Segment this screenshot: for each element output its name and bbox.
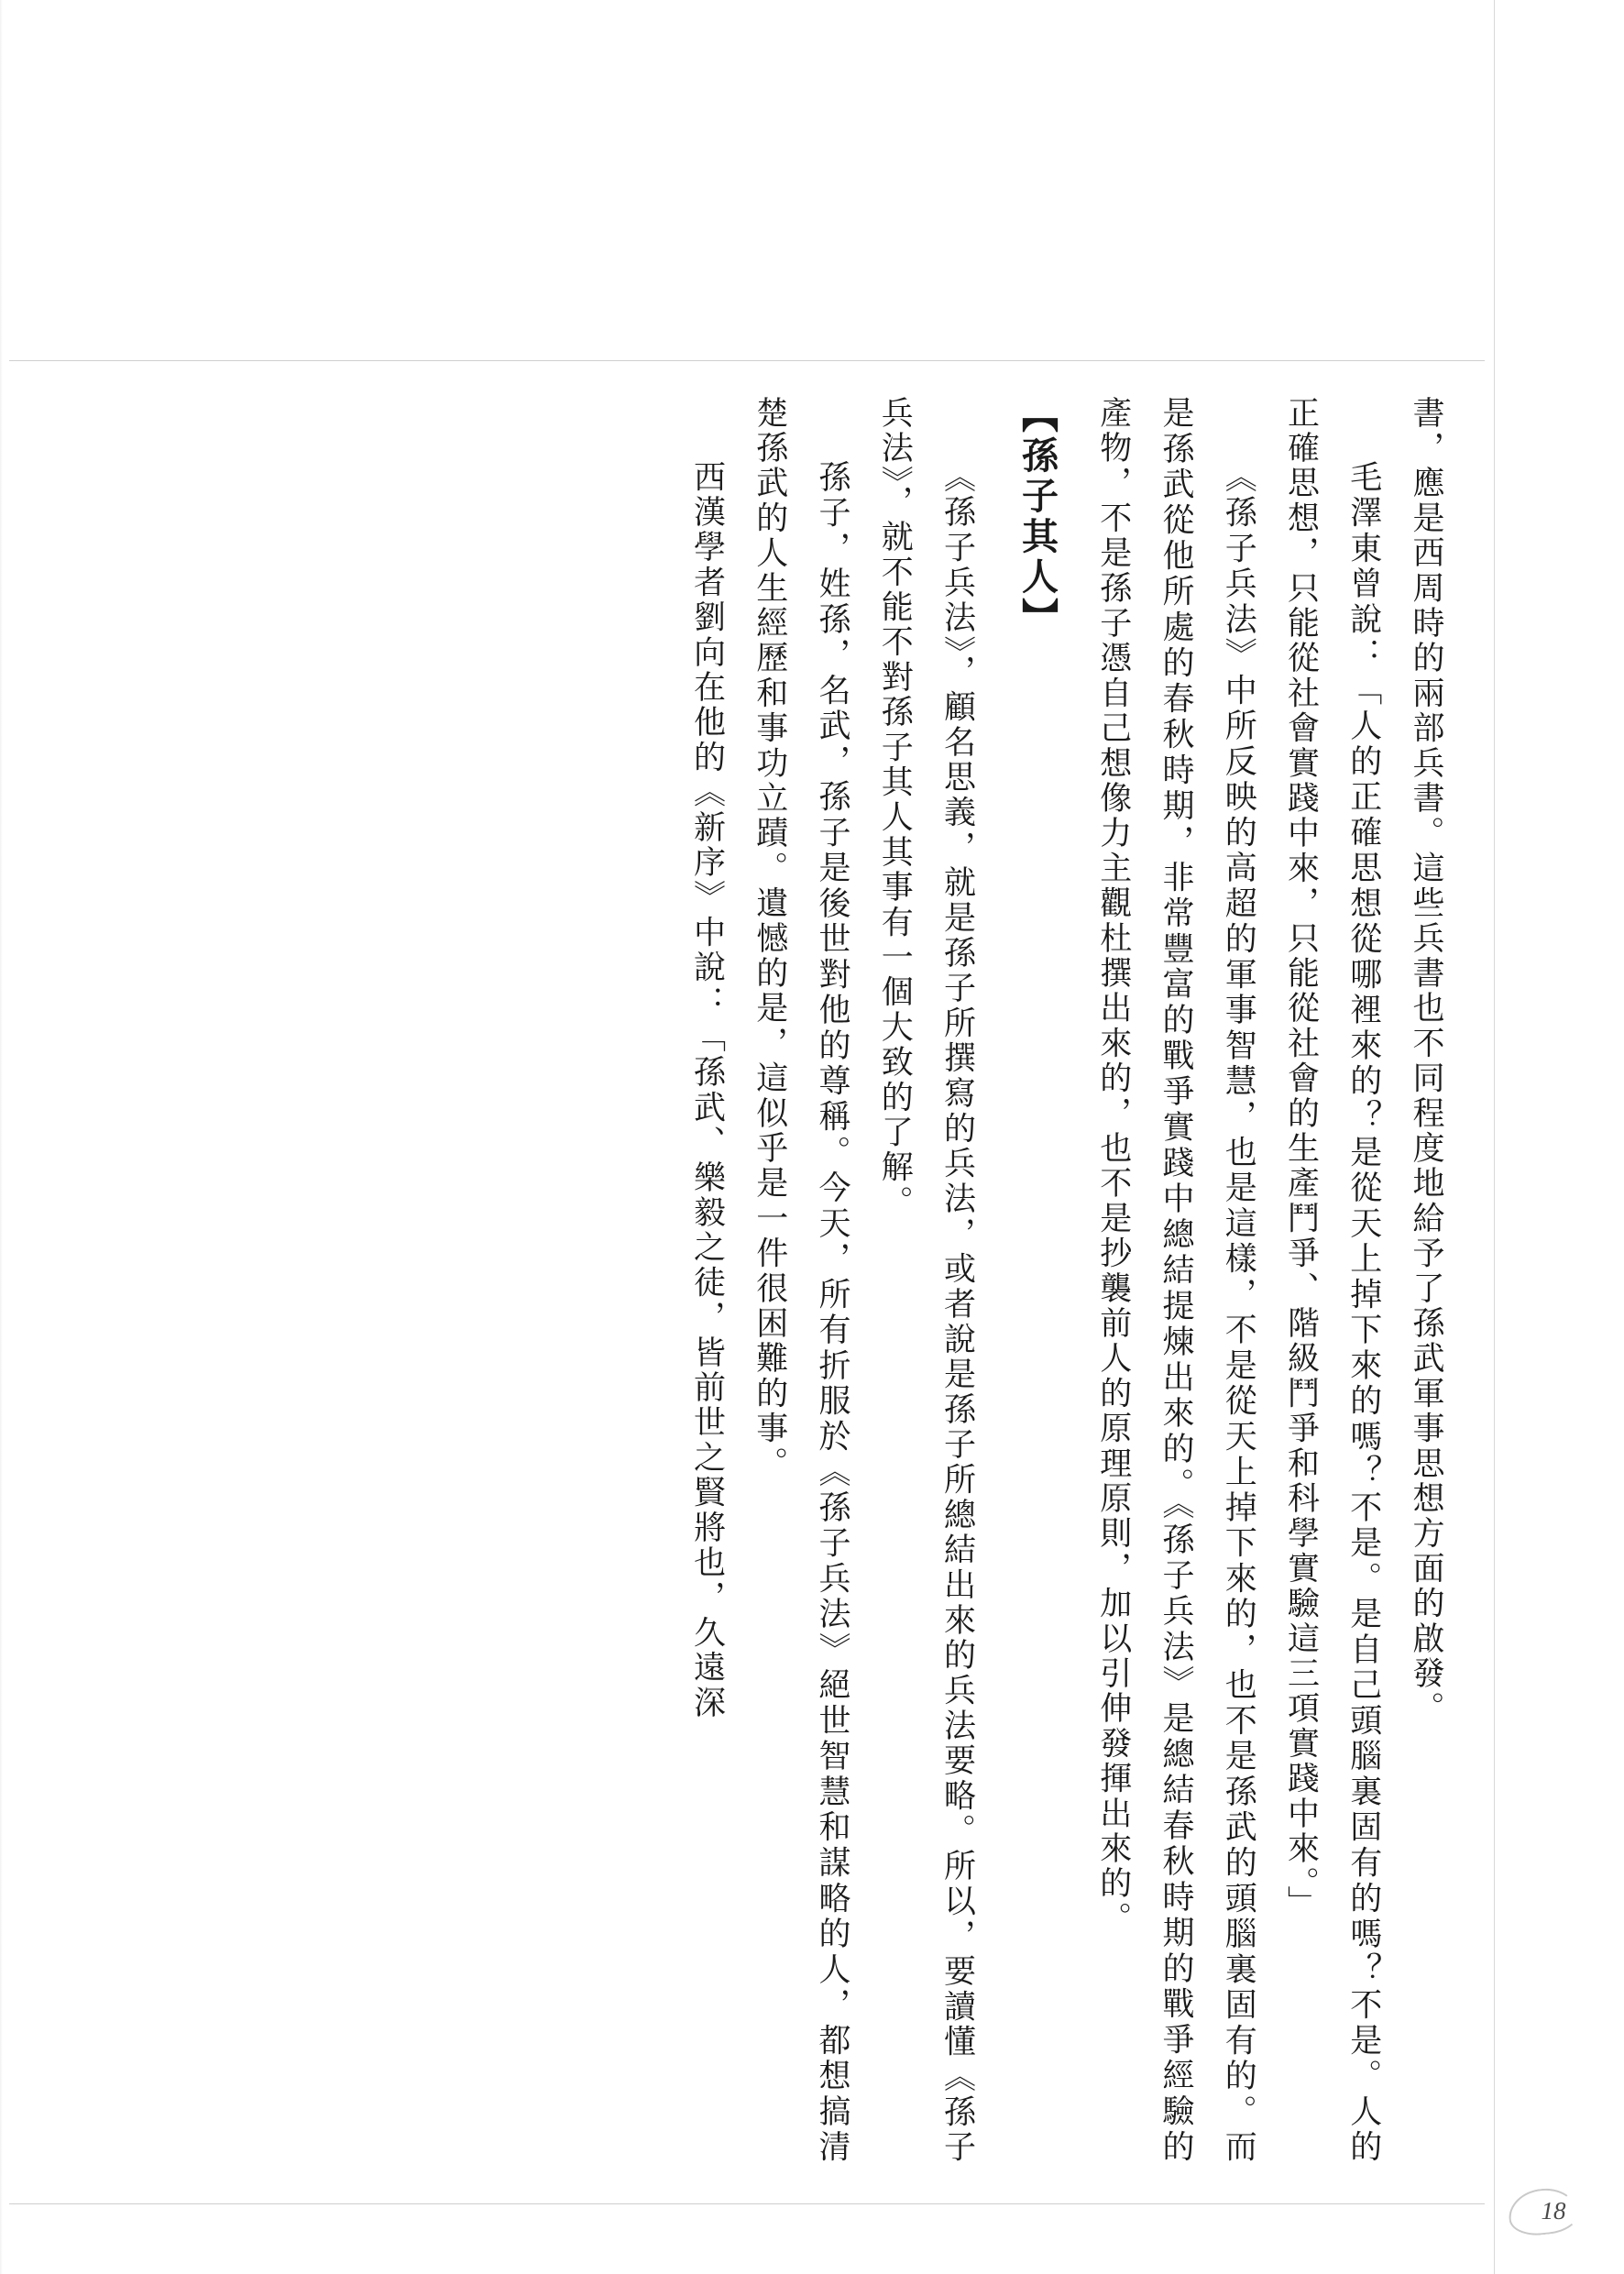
page-number-label: 18 xyxy=(1541,2196,1566,2225)
paragraph-6: 西漢學者劉向在他的《新序》中說：「孫武、樂毅之徒，皆前世之賢將也，久遠深 xyxy=(689,460,726,1721)
section-heading: 【孫子其人】 xyxy=(1016,396,1059,638)
paragraph-4: 《孫子兵法》，顧名思義，就是孫子所撰寫的兵法，或者說是孫子所總結出來的兵法要略。所以，要讀懂《孫子兵法》，就不能不對孫子其人其事有一個大致的了解。 xyxy=(877,396,976,2165)
paragraph-2: 毛澤東曾說：「人的正確思想從哪裡來的？是從天上掉下來的嗎？不是。是自己頭腦裏固有的嗎？不是。人的正確思想，只能從社會實踐中來，只能從社會的生產鬥爭、階級鬥爭和科學實驗這三項實踐中來。」 xyxy=(1283,396,1382,2165)
header-rule xyxy=(9,360,1485,361)
paragraph-5: 孫子，姓孫，名武，孫子是後世對他的尊稱。今天，所有折服於《孫子兵法》絕世智慧和謀略的人，都想搞清楚孫武的人生經歷和事功立蹟。遺憾的是，這似乎是一件很困難的事。 xyxy=(752,396,850,2165)
footer-rule xyxy=(9,2203,1485,2204)
paragraph-3: 《孫子兵法》中所反映的高超的軍事智慧，也是這樣，不是從天上掉下來的，也不是孫武的頭腦裏固有的。而是孫武從他所處的春秋時期，非常豐富的戰爭實踐中總結提煉出來的。《孫子兵法》是總結春秋時期的戰爭經驗的產物，不是孫子憑自己想像力主觀杜撰出來的，也不是抄襲前人的原理原則，加以引伸發揮出來的。 xyxy=(1095,396,1257,2165)
page-number xyxy=(1525,2187,1582,2235)
page-body xyxy=(275,396,1457,2165)
gutter-rule xyxy=(1494,0,1495,2274)
paragraph-1: 書，應是西周時的兩部兵書。這些兵書也不同程度地給予了孫武軍事思想方面的啟發。 xyxy=(1409,396,1444,1727)
page-edge-shading xyxy=(0,0,3,2274)
